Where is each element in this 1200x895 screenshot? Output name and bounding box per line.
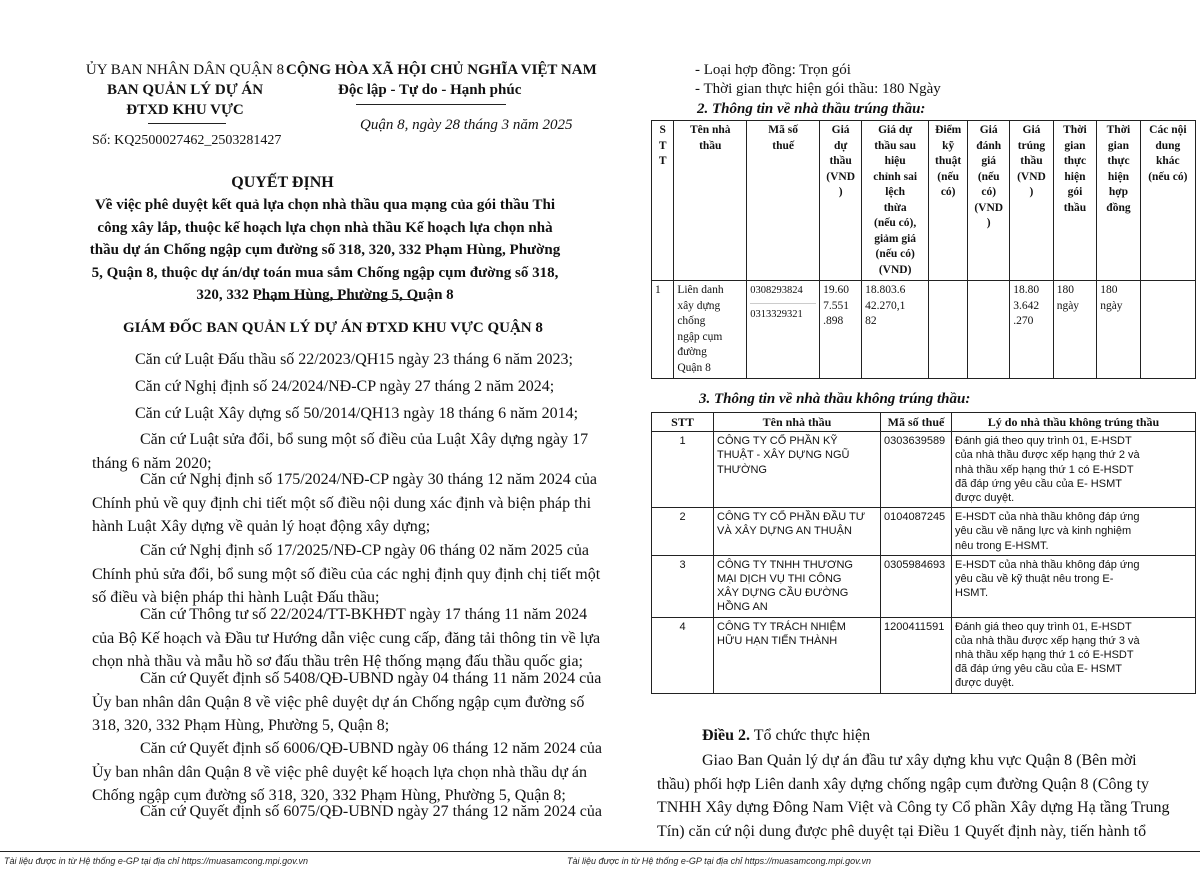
right-page (565, 0, 1200, 895)
header-line: Giá (831, 124, 850, 136)
basis-line: Căn cứ Nghị định số 175/2024/NĐ-CP ngày 30 tháng 12 năm 2024 của (140, 471, 597, 488)
header-line: gói (1067, 186, 1083, 198)
winner-stt: 1 (652, 281, 674, 379)
basis-paragraph (92, 348, 573, 372)
basis-line: hành Luật Xây dựng về quản lý hoạt động xây dựng; (92, 518, 431, 535)
winner-score (929, 281, 968, 379)
basis-line: Căn cứ Thông tư số 22/2024/TT-BKHĐT ngày 17 tháng 11 năm 2024 (140, 606, 588, 623)
loser-reason (952, 432, 1196, 508)
winner-tax-2: 0313329321 (750, 303, 816, 323)
header-line: dung (1155, 139, 1181, 152)
winner-row (652, 281, 1196, 379)
cell-line: Liên danh (677, 284, 724, 296)
winner-name (674, 281, 747, 379)
header-cell (747, 121, 820, 281)
right-footer: Tài liệu được in từ Hệ thống e-GP tại địa chỉ https://muasamcong.mpi.gov.vn (567, 856, 871, 866)
loser-tax: 0104087245 (881, 508, 952, 556)
basis-line: Căn cứ Luật Đấu thầu số 22/2023/QH15 ngày 23 tháng 6 năm 2023; (135, 351, 573, 368)
header-line: Thời (1106, 124, 1131, 136)
header-line: Giá (979, 124, 998, 136)
org-line-3: ĐTXD KHU VỰC (126, 102, 244, 118)
loser-tax: 1200411591 (881, 617, 952, 693)
subject-line: thầu dự án Chống ngập cụm đường số 318, 320, 332 Phạm Hùng, Phường (89, 242, 561, 258)
cell-line: đã đáp ứng yêu cầu của E- HSMT (955, 477, 1122, 490)
cell-line: được duyệt. (955, 677, 1015, 690)
header-line: lệch (885, 186, 906, 198)
basis-line: Chính phủ sửa đổi, bổ sung một số điều của các nghị định quy định chị tiết một (92, 565, 601, 583)
header-line: dự (833, 139, 848, 152)
header-line: thầu (829, 155, 852, 167)
duration: - Thời gian thực hiện gói thầu: 180 Ngày (695, 81, 941, 97)
cell-line: yêu cầu về kỹ thuật nêu trong E- (955, 573, 1114, 586)
header-line: Giá dự (878, 124, 913, 136)
header-line: (nếu có) (1148, 170, 1188, 183)
header-cell: Mã số thuế (881, 413, 952, 432)
cell-line: CÔNG TY TRÁCH NHIỆM (717, 620, 846, 633)
cell-line: Đánh giá theo quy trình 01, E-HSDT (955, 620, 1132, 633)
header-line: thừa (883, 201, 907, 214)
loser-tax: 0305984693 (881, 555, 952, 617)
winner-contract-time (1097, 281, 1141, 379)
basis-line: Ủy ban nhân dân Quận 8 về việc phê duyệt dự án Chống ngập cụm đường số (92, 693, 585, 711)
cell-line: .898 (823, 315, 844, 327)
cell-line: ngập cụm (677, 330, 723, 343)
cell-line: THƯỜNG (717, 463, 767, 476)
cell-line: Đánh giá theo quy trình 01, E-HSDT (955, 435, 1132, 448)
cell-line: 19.60 (823, 284, 849, 296)
header-line: gian (1107, 139, 1129, 152)
footer-rule (565, 851, 1200, 852)
loser-name (714, 617, 881, 693)
header-cell (652, 121, 674, 281)
header-line: (nếu có), (874, 217, 917, 229)
cell-line: đường (677, 346, 707, 358)
header-line: ) (1029, 186, 1034, 198)
article2-line: Giao Ban Quản lý dự án đầu tư xây dựng khu vực Quận 8 (Bên mời (702, 752, 1137, 769)
cell-line: của nhà thầu được xếp hạng thứ 3 và (955, 634, 1140, 647)
cell-line: CÔNG TY TNHH THƯƠNG (717, 558, 853, 571)
cell-line: của nhà thầu được xếp hạng thứ 2 và (955, 449, 1140, 462)
header-line: thầu (1020, 155, 1043, 167)
basis-line: Căn cứ Quyết định số 6006/QĐ-UBND ngày 06 tháng 12 năm 2024 của (140, 740, 602, 757)
cell-line: 82 (865, 315, 877, 327)
cell-line: ngày (1056, 299, 1080, 312)
cell-line: HỒNG AN (717, 601, 768, 614)
header-cell (1140, 121, 1195, 281)
loser-stt: 1 (652, 432, 714, 508)
header-line: Các nội (1149, 124, 1187, 136)
header-cell (968, 121, 1010, 281)
cell-line: 180 (1100, 284, 1118, 296)
cell-line: nhà thầu xếp hạng thứ 1 có E-HSDT (955, 649, 1134, 662)
header-line: T (658, 139, 667, 152)
article2-line: Tín) căn cứ nội dung được phê duyệt tại Điều 1 Quyết định này, tiến hành tổ (657, 822, 1147, 840)
header-line: T (658, 155, 667, 167)
cell-line: 18.803.6 (865, 284, 906, 296)
cell-line: XÂY DỰNG CẦU ĐƯỜNG (717, 587, 849, 600)
cell-line: chống (677, 315, 706, 327)
header-line: thầu (699, 139, 722, 152)
header-line: có) (981, 186, 997, 198)
header-cell: Tên nhà thầu (714, 413, 881, 432)
header-cell: Lý do nhà thầu không trúng thầu (952, 413, 1196, 432)
org-underline (148, 123, 226, 124)
basis-line: Căn cứ Luật Xây dựng số 50/2014/QH13 ngày 18 tháng 6 năm 2014; (135, 405, 579, 422)
header-line: hiện (1107, 170, 1129, 183)
basis-paragraph (92, 603, 600, 674)
decision-subject (80, 194, 570, 307)
winner-header-row (652, 121, 1196, 281)
loser-row (652, 555, 1196, 617)
header-line: hiện (1064, 170, 1086, 183)
loser-reason (952, 555, 1196, 617)
doc-number: Số: KQ2500027462_2503281427 (92, 133, 282, 148)
loser-tax: 0303639589 (881, 432, 952, 508)
cell-line: VÀ XÂY DỰNG AN THUẬN (717, 525, 852, 538)
director-title: GIÁM ĐỐC BAN QUẢN LÝ DỰ ÁN ĐTXD KHU VỰC QUẬN 8 (123, 320, 543, 336)
cell-line: xây dựng (677, 299, 721, 312)
nation-title: CỘNG HÒA XÃ HỘI CHỦ NGHĨA VIỆT NAM (286, 62, 597, 78)
winner-eval (968, 281, 1010, 379)
cell-line: Quận 8 (677, 361, 711, 374)
cell-line: ngày (1100, 299, 1123, 312)
article2-body (657, 749, 1195, 843)
article2-title: Tổ chức thực hiện (750, 727, 871, 744)
header-line: Mã số (768, 124, 799, 136)
article2-line: TNHH Xây dựng Đông Nam Việt và Công ty Cổ phần Xây dựng Hạ tầng Trung (657, 799, 1170, 816)
section3-title: 3. Thông tin về nhà thầu không trúng thầu: (699, 391, 971, 407)
header-line: thực (1063, 155, 1087, 167)
winner-tax (747, 281, 820, 379)
header-line: có) (940, 186, 956, 198)
header-cell (1053, 121, 1097, 281)
org-line-1: ỦY BAN NHÂN DÂN QUẬN 8 (85, 62, 285, 78)
header-line: giá (981, 155, 997, 167)
loser-header-row (652, 413, 1196, 432)
header-line: thực (1107, 155, 1130, 167)
header-line: thầu (1063, 201, 1087, 214)
motto-underline (356, 104, 506, 105)
header-line: (nếu có) (875, 248, 915, 260)
cell-line: nêu trong E-HSMT. (955, 539, 1049, 552)
loser-name (714, 508, 881, 556)
header-line: (nếu (937, 170, 960, 183)
basis-line: Chống ngập cụm đường số 318, 320, 332 Phạm Hùng, Phường 5, Quận 8; (92, 787, 566, 804)
cell-line: HSMT. (955, 587, 988, 600)
header-cell (929, 121, 968, 281)
cell-line: 7.551 (823, 299, 849, 312)
loser-name (714, 555, 881, 617)
header-cell (820, 121, 862, 281)
header-cell (1010, 121, 1054, 281)
loser-reason (952, 617, 1196, 693)
header-cell (674, 121, 747, 281)
article2-label: Điều 2. (702, 727, 750, 744)
header-line: khác (1156, 155, 1180, 167)
cell-line: 3.642 (1013, 299, 1040, 312)
basis-line: Ủy ban nhân dân Quận 8 về việc phê duyệt kế hoạch lựa chọn nhà thầu dự án (92, 763, 587, 781)
header-line: Tên nhà (689, 124, 731, 136)
subject-line: 320, 332 Phạm Hùng, Phường 5, Quận 8 (196, 287, 454, 303)
cell-line: 180 (1056, 284, 1074, 296)
subject-line: công xây lắp, thuộc kế hoạch lựa chọn nhà thầu Kế hoạch lựa chọn nhà (97, 219, 553, 236)
cell-line: CÔNG TY CỔ PHẦN ĐẦU TƯ (717, 511, 866, 524)
basis-paragraph (92, 468, 597, 539)
basis-paragraph (92, 667, 601, 738)
section2-title: 2. Thông tin về nhà thầu trúng thầu: (697, 101, 926, 117)
cell-line: yêu cầu về năng lực và kinh nghiệm (955, 525, 1132, 538)
header-line: S (659, 124, 666, 136)
header-line: ) (986, 217, 991, 229)
header-line: chỉnh sai (873, 170, 918, 183)
basis-line: Căn cứ Nghị định số 24/2024/NĐ-CP ngày 27 tháng 2 năm 2024; (135, 378, 555, 395)
cell-line: MẠI DỊCH VỤ THI CÔNG (717, 573, 842, 586)
cell-line: đã đáp ứng yêu cầu của E- HSMT (955, 663, 1122, 676)
header-cell: STT (652, 413, 714, 432)
basis-line: của Bộ Kế hoạch và Đầu tư Hướng dẫn việc cung cấp, đăng tải thông tin về lựa (92, 629, 601, 647)
header-line: đánh (976, 139, 1002, 152)
basis-paragraph (92, 800, 602, 824)
decision-title: QUYẾT ĐỊNH (231, 174, 334, 191)
winner-table (651, 120, 1196, 379)
subject-line: Về việc phê duyệt kết quả lựa chọn nhà thầu qua mạng của gói thầu Thi (94, 197, 556, 213)
cell-line: 18.80 (1013, 284, 1040, 296)
basis-paragraph (92, 737, 602, 808)
header-line: Điểm (935, 124, 962, 136)
winner-adjusted (862, 281, 929, 379)
header-line: thuật (935, 155, 962, 167)
header-line: ) (838, 186, 843, 198)
winner-bid (820, 281, 862, 379)
basis-paragraph (92, 402, 578, 426)
header-line: (VND (1017, 170, 1046, 183)
cell-line: nhà thầu xếp hạng thứ 1 có E-HSDT (955, 463, 1134, 476)
cell-line: HỮU HẠN TIẾN THÀNH (717, 634, 838, 647)
header-cell (862, 121, 929, 281)
loser-row (652, 432, 1196, 508)
cell-line: .270 (1013, 315, 1034, 327)
header-line: giảm giá (874, 232, 917, 245)
cell-line: E-HSDT của nhà thầu không đáp ứng (955, 558, 1140, 571)
article2-line: thầu) phối hợp Liên danh xây dựng chống ngập cụm đường Quận 8 (Công ty (657, 775, 1149, 793)
org-line-2: BAN QUẢN LÝ DỰ ÁN (106, 82, 264, 98)
cell-line: CÔNG TY CỔ PHẦN KỸ (717, 435, 838, 448)
winner-package-time (1053, 281, 1097, 379)
header-line: hiệu (884, 155, 906, 167)
basis-line: số điều và biện pháp thi hành Luật Đấu thầu; (92, 589, 380, 606)
basis-line: Căn cứ Quyết định số 6075/QĐ-UBND ngày 27 tháng 12 năm 2024 của (140, 803, 602, 820)
header-line: Thời (1063, 124, 1087, 136)
basis-line: tháng 6 năm 2020; (92, 454, 212, 472)
basis-line: 318, 320, 332 Phạm Hùng, Phường 5, Quận 8; (92, 717, 390, 734)
header-line: (VND (826, 170, 855, 183)
loser-reason (952, 508, 1196, 556)
header-line: hợp (1108, 186, 1129, 198)
header-line: đồng (1106, 201, 1131, 214)
left-footer: Tài liệu được in từ Hệ thống e-GP tại địa chỉ https://muasamcong.mpi.gov.vn (4, 856, 308, 866)
place-date: Quận 8, ngày 28 tháng 3 năm 2025 (360, 117, 573, 133)
subject-line: 5, Quận 8, thuộc dự án/dự toán mua sắm Chống ngập cụm đường số 318, (91, 264, 559, 281)
basis-line: Căn cứ Quyết định số 5408/QĐ-UBND ngày 04 tháng 11 năm 2024 của (140, 670, 602, 687)
article2-heading (702, 727, 870, 745)
cell-line: THUẬT - XÂY DỰNG NGŨ (717, 449, 850, 462)
header-line: kỹ (942, 139, 955, 152)
cell-line: được duyệt. (955, 492, 1015, 505)
header-cell (1097, 121, 1141, 281)
header-line: (nếu (977, 170, 1000, 183)
header-line: gian (1064, 139, 1086, 152)
motto: Độc lập - Tự do - Hạnh phúc (338, 82, 522, 98)
basis-paragraph (92, 375, 554, 399)
winner-other (1140, 281, 1195, 379)
header-line: thuế (772, 139, 795, 152)
basis-line: chọn nhà thầu và mẫu hồ sơ đấu thầu trên Hệ thống mạng đấu thầu quốc gia; (92, 653, 583, 670)
subject-underline (258, 299, 423, 300)
loser-stt: 2 (652, 508, 714, 556)
basis-line: Căn cứ Nghị định số 17/2025/NĐ-CP ngày 06 tháng 02 năm 2025 của (140, 542, 589, 559)
header-line: trúng (1017, 139, 1046, 152)
winner-price (1010, 281, 1054, 379)
loser-name (714, 432, 881, 508)
loser-stt: 3 (652, 555, 714, 617)
loser-row (652, 508, 1196, 556)
header-line: (VND) (878, 263, 912, 276)
cell-line: 42.270,1 (865, 299, 906, 312)
contract-type: - Loại hợp đồng: Trọn gói (695, 62, 851, 78)
loser-table (651, 412, 1196, 694)
header-line: thầu sau (874, 139, 917, 152)
loser-stt: 4 (652, 617, 714, 693)
basis-line: Chính phủ về quy định chi tiết một số điều nội dung xác định và biện pháp thi (92, 494, 592, 512)
basis-line: Căn cứ Luật sửa đổi, bổ sung một số điều của Luật Xây dựng ngày 17 (140, 431, 589, 448)
loser-row (652, 617, 1196, 693)
basis-paragraph (92, 539, 600, 610)
winner-tax-1: 0308293824 (750, 285, 803, 296)
header-line: (VND (974, 201, 1004, 214)
cell-line: E-HSDT của nhà thầu không đáp ứng (955, 511, 1140, 524)
footer-rule (0, 851, 565, 852)
header-line: Giá (1022, 124, 1041, 136)
